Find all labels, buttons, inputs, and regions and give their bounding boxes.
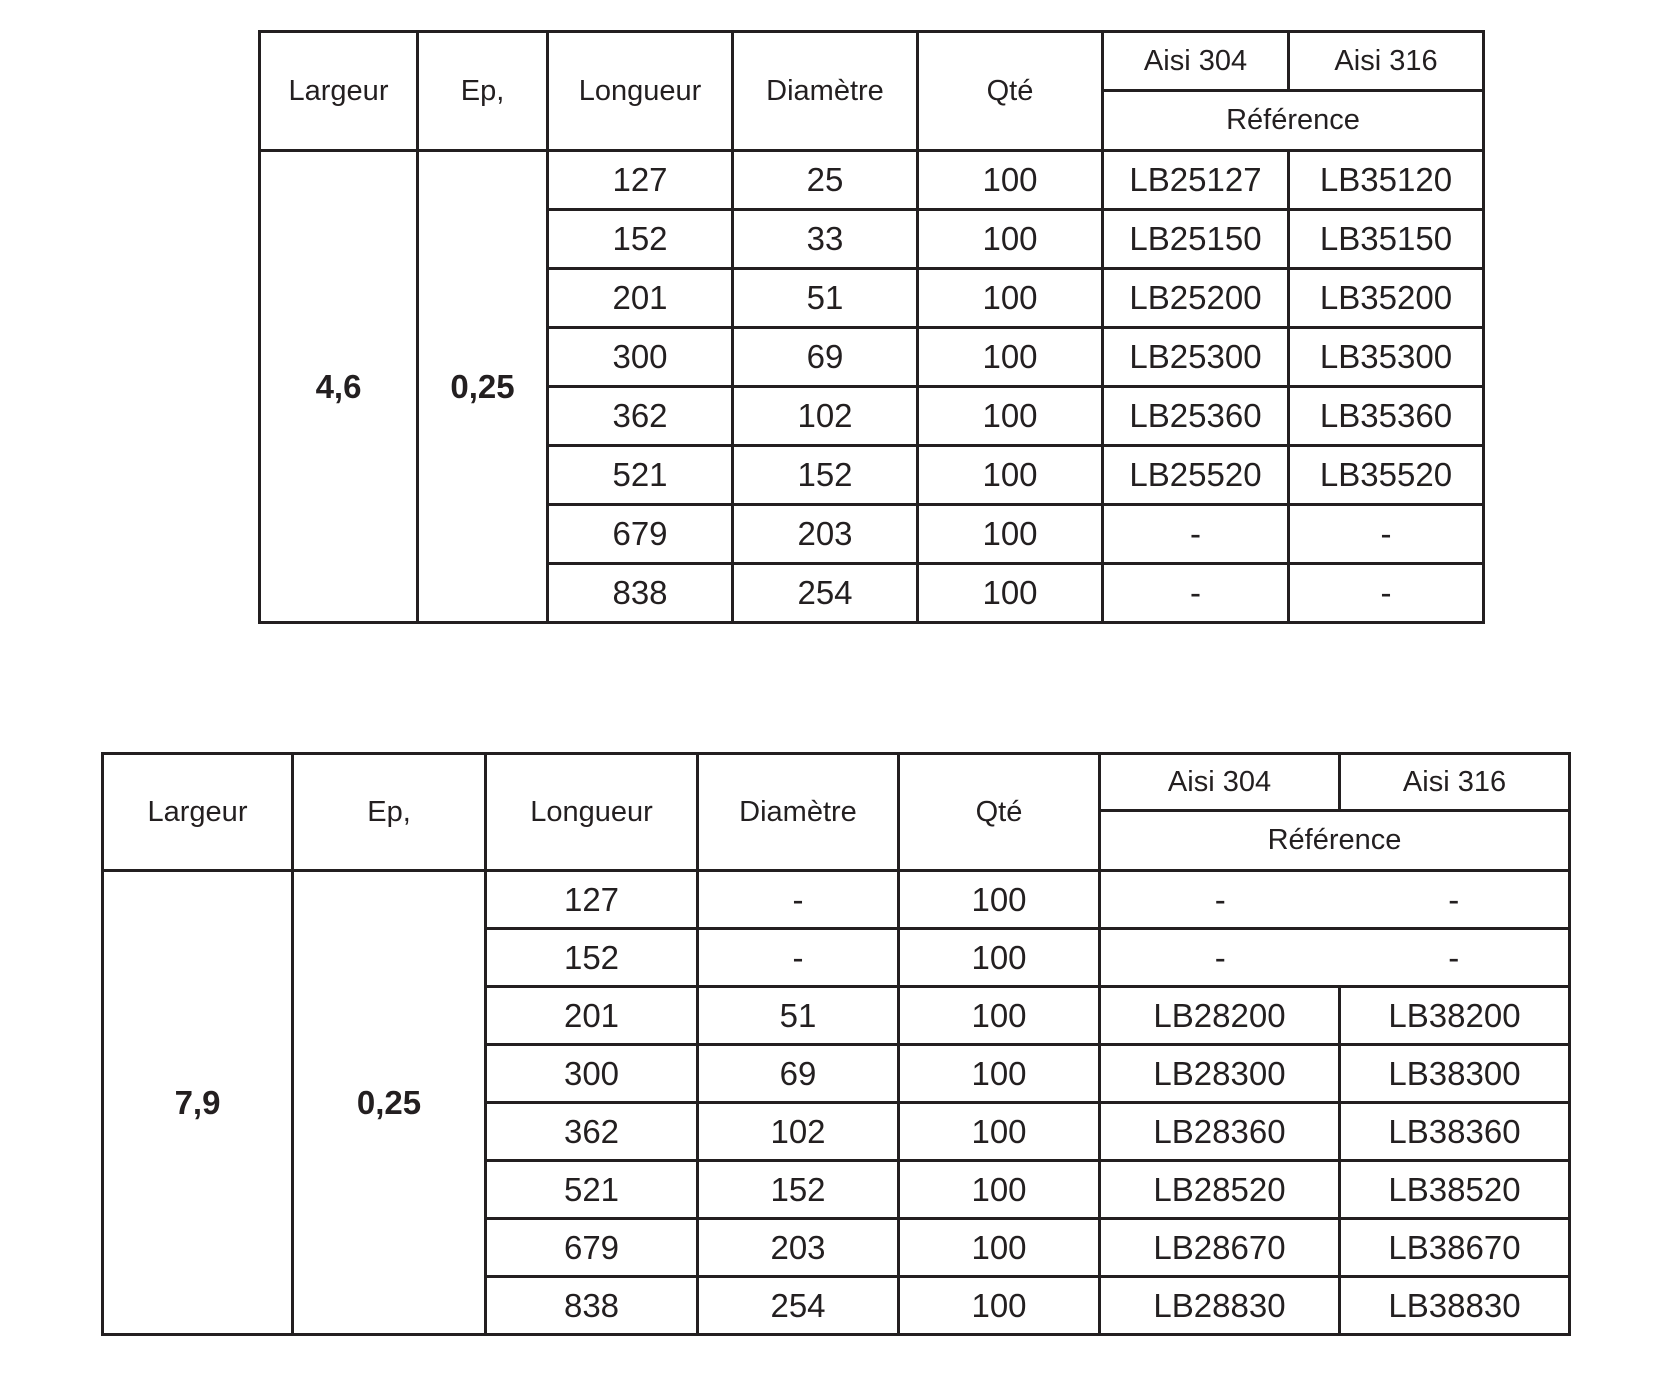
qte-cell: 100: [918, 328, 1103, 387]
qte-cell: 100: [899, 1277, 1100, 1335]
aisi304-ref-cell: LB25127: [1103, 151, 1289, 210]
aisi304-ref-cell: LB25520: [1103, 446, 1289, 505]
spec-table-2: [101, 752, 1571, 1336]
qte-cell: 100: [918, 269, 1103, 328]
qte-cell: 100: [899, 929, 1100, 987]
diametre-cell: 254: [698, 1277, 899, 1335]
aisi316-ref-cell: LB35150: [1289, 210, 1484, 269]
aisi304-ref-cell: LB28360: [1100, 1103, 1340, 1161]
aisi316-ref-cell: LB38670: [1340, 1219, 1570, 1277]
diametre-cell: 203: [733, 505, 918, 564]
aisi304-ref-cell: -: [1103, 505, 1289, 564]
longueur-cell: 521: [486, 1161, 698, 1219]
header-largeur: Largeur: [103, 754, 293, 871]
diametre-cell: 254: [733, 564, 918, 623]
header-longueur: Longueur: [548, 32, 733, 151]
table-row: [260, 151, 1484, 210]
header-aisi316: Aisi 316: [1340, 754, 1570, 811]
diametre-cell: 33: [733, 210, 918, 269]
longueur-cell: 838: [548, 564, 733, 623]
aisi316-ref-cell: LB38200: [1340, 987, 1570, 1045]
qte-cell: 100: [899, 1103, 1100, 1161]
aisi316-ref-cell: -: [1289, 505, 1484, 564]
aisi304-ref-cell: LB25200: [1103, 269, 1289, 328]
longueur-cell: 300: [486, 1045, 698, 1103]
spec-table-1: [258, 30, 1485, 624]
longueur-cell: 679: [548, 505, 733, 564]
longueur-cell: 201: [548, 269, 733, 328]
ep-value: 0,25: [418, 151, 548, 623]
qte-cell: 100: [918, 564, 1103, 623]
longueur-cell: 838: [486, 1277, 698, 1335]
header-diametre: Diamètre: [698, 754, 899, 871]
diametre-cell: 51: [698, 987, 899, 1045]
qte-cell: 100: [899, 1161, 1100, 1219]
longueur-cell: 152: [548, 210, 733, 269]
header-aisi316: Aisi 316: [1289, 32, 1484, 91]
longueur-cell: 362: [548, 387, 733, 446]
largeur-value: 7,9: [103, 871, 293, 1335]
qte-cell: 100: [899, 871, 1100, 929]
aisi304-ref-cell: LB28670: [1100, 1219, 1340, 1277]
qte-cell: 100: [918, 446, 1103, 505]
diametre-cell: 25: [733, 151, 918, 210]
aisi304-ref-cell: LB28830: [1100, 1277, 1340, 1335]
aisi304-ref-cell: -: [1100, 929, 1340, 987]
diametre-cell: 152: [698, 1161, 899, 1219]
diametre-cell: 102: [698, 1103, 899, 1161]
longueur-cell: 127: [486, 871, 698, 929]
qte-cell: 100: [899, 1045, 1100, 1103]
header-qte: Qté: [899, 754, 1100, 871]
header-reference: Référence: [1103, 91, 1484, 151]
diametre-cell: 69: [733, 328, 918, 387]
aisi304-ref-cell: LB28200: [1100, 987, 1340, 1045]
aisi316-ref-cell: -: [1289, 564, 1484, 623]
header-ep: Ep,: [293, 754, 486, 871]
aisi316-ref-cell: LB35360: [1289, 387, 1484, 446]
largeur-value: 4,6: [260, 151, 418, 623]
header-reference: Référence: [1100, 811, 1570, 871]
qte-cell: 100: [899, 987, 1100, 1045]
longueur-cell: 127: [548, 151, 733, 210]
aisi304-ref-cell: -: [1100, 871, 1340, 929]
qte-cell: 100: [899, 1219, 1100, 1277]
header-largeur: Largeur: [260, 32, 418, 151]
longueur-cell: 362: [486, 1103, 698, 1161]
aisi316-ref-cell: LB35200: [1289, 269, 1484, 328]
ep-value: 0,25: [293, 871, 486, 1335]
aisi316-ref-cell: LB35520: [1289, 446, 1484, 505]
header-qte: Qté: [918, 32, 1103, 151]
diametre-cell: 102: [733, 387, 918, 446]
diametre-cell: 152: [733, 446, 918, 505]
table-row: [103, 871, 1570, 929]
aisi316-ref-cell: LB38300: [1340, 1045, 1570, 1103]
header-aisi304: Aisi 304: [1100, 754, 1340, 811]
diametre-cell: -: [698, 929, 899, 987]
longueur-cell: 521: [548, 446, 733, 505]
aisi316-ref-cell: LB38360: [1340, 1103, 1570, 1161]
diametre-cell: 203: [698, 1219, 899, 1277]
header-ep: Ep,: [418, 32, 548, 151]
aisi304-ref-cell: LB25150: [1103, 210, 1289, 269]
diametre-cell: 51: [733, 269, 918, 328]
diametre-cell: 69: [698, 1045, 899, 1103]
longueur-cell: 679: [486, 1219, 698, 1277]
header-diametre: Diamètre: [733, 32, 918, 151]
aisi304-ref-cell: LB28300: [1100, 1045, 1340, 1103]
aisi316-ref-cell: LB35300: [1289, 328, 1484, 387]
aisi304-ref-cell: LB25360: [1103, 387, 1289, 446]
diametre-cell: -: [698, 871, 899, 929]
header-aisi304: Aisi 304: [1103, 32, 1289, 91]
aisi316-ref-cell: -: [1340, 929, 1570, 987]
longueur-cell: 300: [548, 328, 733, 387]
qte-cell: 100: [918, 151, 1103, 210]
aisi316-ref-cell: LB38520: [1340, 1161, 1570, 1219]
aisi316-ref-cell: LB38830: [1340, 1277, 1570, 1335]
longueur-cell: 152: [486, 929, 698, 987]
aisi304-ref-cell: -: [1103, 564, 1289, 623]
aisi316-ref-cell: -: [1340, 871, 1570, 929]
qte-cell: 100: [918, 210, 1103, 269]
qte-cell: 100: [918, 505, 1103, 564]
aisi304-ref-cell: LB28520: [1100, 1161, 1340, 1219]
longueur-cell: 201: [486, 987, 698, 1045]
aisi304-ref-cell: LB25300: [1103, 328, 1289, 387]
aisi316-ref-cell: LB35120: [1289, 151, 1484, 210]
qte-cell: 100: [918, 387, 1103, 446]
header-longueur: Longueur: [486, 754, 698, 871]
